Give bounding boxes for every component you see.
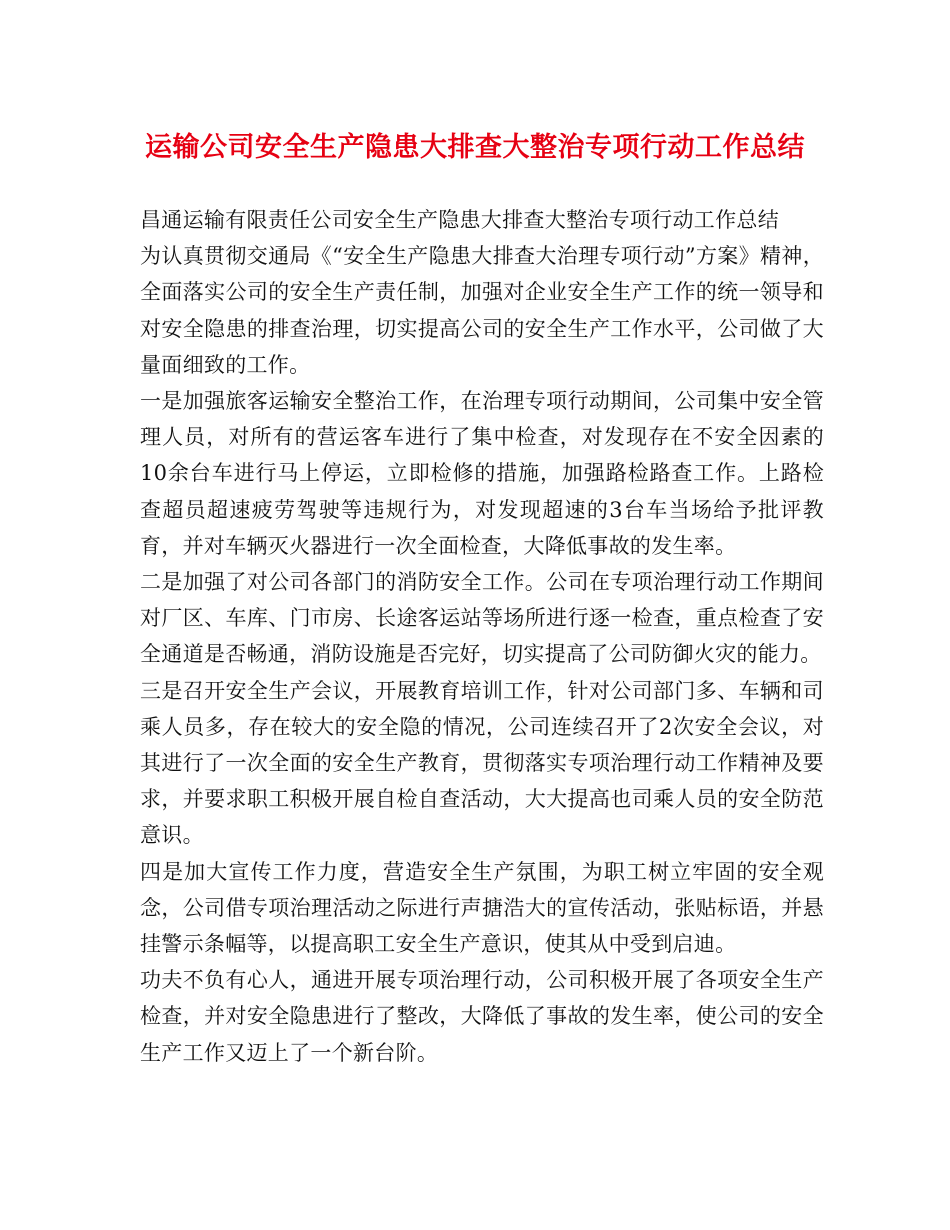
paragraph-item-2: 二是加强了对公司各部门的消防安全工作。公司在专项治理行动工作期间对厂区、车库、门市房、长途客运站等场所进行逐一检查，重点检查了安全通道是否畅通，消防设施是否完好，切实提高了公司防御火灾的能力。 <box>140 570 824 667</box>
paragraph-intro: 为认真贯彻交通局《“安全生产隐患大排查大治理专项行动”方案》精神，全面落实公司的安全生产责任制，加强对企业安全生产工作的统一领导和对安全隐患的排查治理，切实提高公司的安全生产工作水平，公司做了大量面细致的工作。 <box>140 244 824 377</box>
document-body <box>140 202 824 1071</box>
paragraph-item-1: 一是加强旅客运输安全整治工作，在治理专项行动期间，公司集中安全管理人员，对所有的营运客车进行了集中检查，对发现存在不安全因素的10余台车进行马上停运，立即检修的措施，加强路检路查工作。上路检查超员超速疲劳驾驶等违规行为，对发现超速的3台车当场给予批评教育，并对车辆灭火器进行一次全面检查，大降低事故的发生率。 <box>140 389 824 558</box>
paragraph-conclusion: 功夫不负有心人，通进开展专项治理行动，公司积极开展了各项安全生产检查，并对安全隐患进行了整改，大降低了事故的发生率，使公司的安全生产工作又迈上了一个新台阶。 <box>140 968 824 1065</box>
document-subtitle-line: 昌通运输有限责任公司安全生产隐患大排查大整治专项行动工作总结 <box>140 208 779 232</box>
document-title: 运输公司安全生产隐患大排查大整治专项行动工作总结 <box>145 132 805 163</box>
paragraph-item-4: 四是加大宣传工作力度，营造安全生产氛围，为职工树立牢固的安全观念，公司借专项治理活动之际进行声搪浩大的宣传活动，张贴标语，并悬挂警示条幅等，以提高职工安全生产意识，使其从中受到启迪。 <box>140 859 824 957</box>
paragraph-item-3: 三是召开安全生产会议，开展教育培训工作，针对公司部门多、车辆和司乘人员多，存在较大的安全隐的情况，公司连续召开了2次安全会议，对其进行了一次全面的安全生产教育，贯彻落实专项治理行动工作精神及要求，并要求职工积极开展自检自查活动，大大提高也司乘人员的安全防范意识。 <box>140 678 824 848</box>
